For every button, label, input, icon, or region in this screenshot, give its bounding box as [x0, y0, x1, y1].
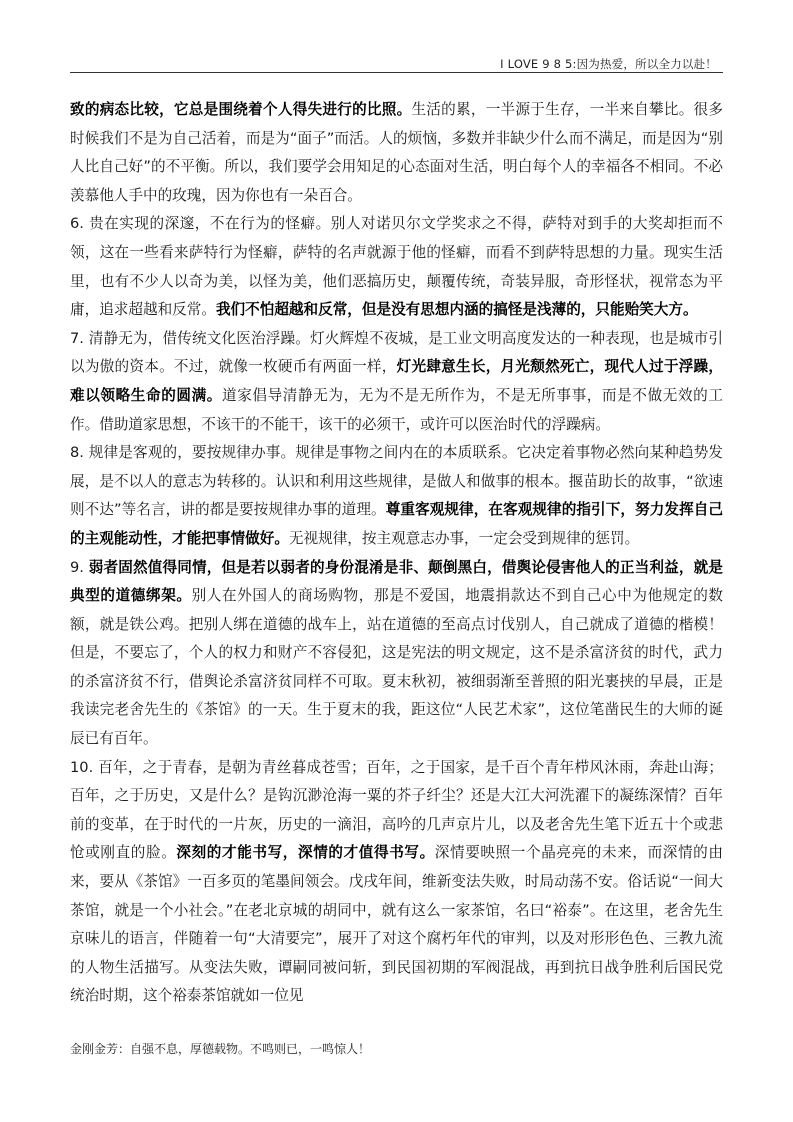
paragraph — [70, 439, 723, 553]
bold-text: 弱者固然值得同情，但是若以弱者的身份混淆是非、颠倒黑白，借舆论侵害他人的正当利益，就是典型的道德绑架。 — [70, 558, 723, 605]
text-run: 8. 规律是客观的，要按规律办事。规律是事物之间内在的本质联系。它决定着事物必然向某种趋势发展，是不以人的意志为转移的。认识和利用这些规律，是做人和做事的根本。揠苗助长的故事，“欲速则不达”等名言，讲的都是要按规律办事的道理。 — [70, 444, 723, 519]
document-body — [70, 96, 723, 1011]
text-run: 生活的累，一半源于生存，一半来自攀比。很多时候我们不是为自己活着，而是为“面子”而活。人的烦恼，多数并非缺少什么而不满足，而是因为“别人比自己好”的不平衡。所以，我们要学会用知足的心态面对生活，明白每个人的幸福各不相同。不必羡慕他人手中的玫瑰，因为你也有一朵百合。 — [70, 101, 723, 204]
page-header: I LOVE 9 8 5:因为热爱，所以全力以赴！ — [500, 57, 717, 71]
text-run: 深情要映照一个晶亮亮的未来，而深情的由来，要从《茶馆》一百多页的笔墨间领会。戊戌年间，维新变法失败，时局动荡不安。俗话说“一间大茶馆，就是一个小社会。”在老北京城的胡同中，就有这么一家茶馆，名曰“裕泰”。在这里，老舍先生京味儿的语言，伴随着一句“大清要完”，展开了对这个腐朽年代的审判，以及对形形色色、三教九流的人物生活描写。从变法失败，谭嗣同被问斩，到民国初期的军阀混战，再到抗日战争胜利后国民党统治时期，这个裕泰茶馆就如一位见 — [70, 844, 723, 1005]
text-run: 道家倡导清静无为，无为不是无所作为，不是无所事事，而是不做无效的工作。借助道家思想，不该干的不能干，该干的必须干，或许可以医治时代的浮躁病。 — [70, 386, 723, 433]
paragraph — [70, 96, 723, 210]
text-run: 9. — [70, 558, 89, 576]
paragraph — [70, 554, 723, 754]
bold-text: 尊重客观规律，在客观规律的指引下，努力发挥自己的主观能动性，才能把事情做好。 — [70, 501, 723, 547]
bold-text: 灯光肆意生长，月光颓然死亡，现代人过于浮躁，难以领略生命的圆满。 — [70, 358, 723, 404]
bold-text: 我们不怕超越和反常，但是没有思想内涵的搞怪是浅薄的，只能贻笑大方。 — [215, 301, 698, 319]
bold-text: 深刻的才能书写，深情的才值得书写。 — [176, 844, 435, 862]
paragraph — [70, 210, 723, 324]
text-run: 6. 贵在实现的深邃，不在行为的怪癖。别人对诺贝尔文学奖求之不得，萨特对到手的大奖却拒而不领，这在一些看来萨特行为怪癖，萨特的名声就源于他的怪癖，而看不到萨特思想的力量。现实生活里，也有不少人以奇为美，以怪为美，他们恶搞历史，颠覆传统，奇装异服，奇形怪状，视常态为平庸，追求超越和反常。 — [70, 215, 723, 319]
paragraph — [70, 754, 723, 1011]
paragraph — [70, 325, 723, 439]
page-footer: 金刚金芳：自强不息，厚德载物。不鸣则已，一鸣惊人！ — [70, 1042, 371, 1056]
header-divider — [70, 72, 723, 73]
bold-text: 致的病态比较，它总是围绕着个人得失进行的比照。 — [70, 101, 412, 118]
text-run: 别人在外国人的商场购物，那是不爱国，地震捐款达不到自己心中为他规定的数额，就是铁公鸡。把别人绑在道德的战车上，站在道德的至高点讨伐别人，自己就成了道德的楷模！但是，不要忘了，个人的权力和财产不容侵犯，这是宪法的明文规定，这不是杀富济贫的时代，武力的杀富济贫不行，借舆论杀富济贫同样不可取。夏末秋初，被细弱渐至普照的阳光裹挟的早晨，正是我读完老舍先生的《茶馆》的一天。生于夏末的我，距这位“人民艺术家”，这位笔凿民生的大师的诞辰已有百年。 — [70, 587, 723, 748]
text-run: 7. 清静无为，借传统文化医治浮躁。灯火辉煌不夜城，是工业文明高度发达的一种表现，也是城市引以为傲的资本。不过，就像一枚硬币有两面一样， — [70, 329, 723, 376]
text-run: 无视规律，按主观意志办事，一定会受到规律的惩罚。 — [288, 529, 640, 547]
text-run: 10. 百年，之于青春，是朝为青丝暮成苍雪；百年，之于国家，是千百个青年栉风沐雨，奔赴山海；百年，之于历史，又是什么？是钩沉渺沧海一粟的芥子纤尘？还是大江大河洗濯下的凝练深情？百年前的变革，在于时代的一片灰，历史的一滴泪，高吟的几声京片儿，以及老舍先生笔下近五十个或悲怆或刚直的脸。 — [70, 758, 723, 862]
